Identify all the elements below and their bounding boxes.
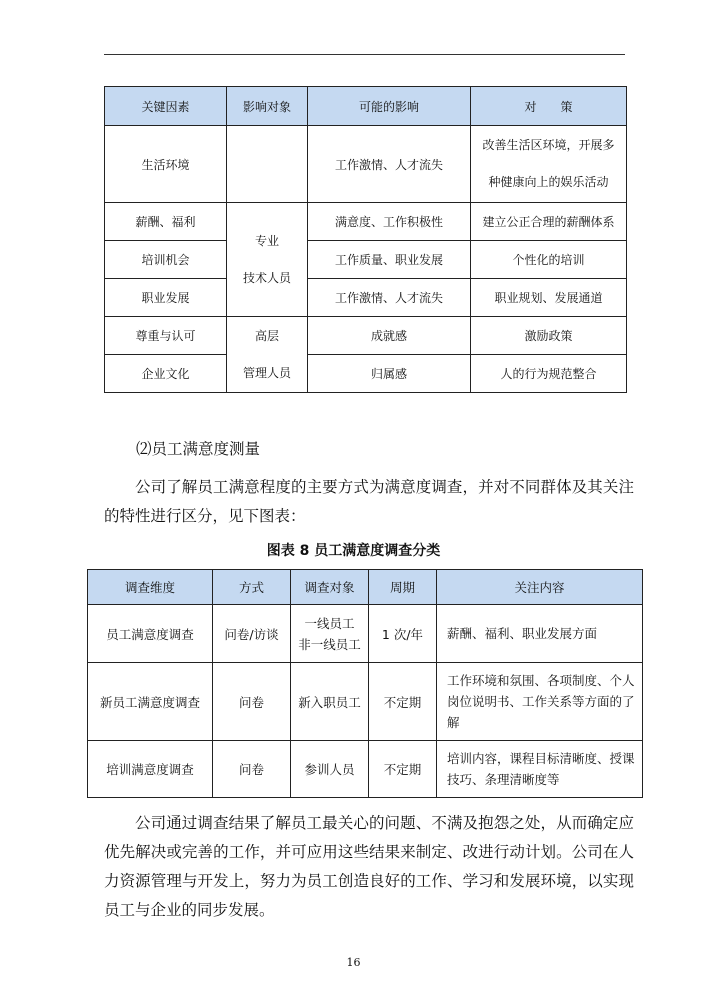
- focus-cell: 培训内容，课程目标清晰度、授课技巧、条理清晰度等: [437, 741, 643, 798]
- dimension-cell: 培训满意度调查: [88, 741, 213, 798]
- table-row: [88, 741, 643, 798]
- column-header: 调查对象: [291, 570, 369, 605]
- focus-cell: 工作环境和氛围、各项制度、个人岗位说明书、工作关系等方面的了解: [437, 663, 643, 741]
- target-line: 专业: [254, 233, 279, 248]
- method-cell: 问卷/访谈: [213, 605, 291, 663]
- factor-cell: 培训机会: [105, 241, 227, 279]
- table-header-row: [88, 570, 643, 605]
- strategy-cell: 个性化的培训: [471, 241, 627, 279]
- strategy-line: 改善生活区环境，开展多: [482, 138, 615, 152]
- strategy-line: 种健康向上的娱乐活动: [488, 175, 609, 189]
- dimension-cell: 员工满意度调查: [88, 605, 213, 663]
- survey-target-cell: [291, 605, 369, 663]
- column-header: 可能的影响: [308, 87, 471, 126]
- target-cell: [227, 126, 308, 203]
- intro-paragraph: 公司了解员工满意程度的主要方式为满意度调查，并对不同群体及其关注的特性进行区分，见下图表：: [104, 478, 634, 525]
- survey-target-line: 一线员工: [304, 615, 355, 631]
- target-line: 高层: [254, 328, 279, 343]
- column-header: 调查维度: [88, 570, 213, 605]
- factor-cell: 生活环境: [105, 126, 227, 203]
- method-cell: 问卷: [213, 741, 291, 798]
- header-rule: [104, 54, 625, 55]
- target-group-professional: [227, 203, 308, 317]
- table-row: [105, 203, 627, 241]
- dimension-cell: 新员工满意度调查: [88, 663, 213, 741]
- cycle-cell: 不定期: [369, 741, 437, 798]
- table-row: [105, 317, 627, 355]
- cycle-cell: 不定期: [369, 663, 437, 741]
- satisfaction-survey-table: [87, 569, 643, 798]
- column-header: 周期: [369, 570, 437, 605]
- page-number: 16: [346, 956, 361, 969]
- column-header: 对 策: [471, 87, 627, 126]
- impact-cell: 满意度、工作积极性: [308, 203, 471, 241]
- key-factors-table: [104, 86, 627, 393]
- column-header: 关注内容: [437, 570, 643, 605]
- factor-cell: 企业文化: [105, 355, 227, 393]
- target-line: 管理人员: [242, 365, 291, 380]
- impact-cell: 工作激情、人才流失: [308, 126, 471, 203]
- strategy-cell: 激励政策: [471, 317, 627, 355]
- impact-cell: 成就感: [308, 317, 471, 355]
- strategy-cell: 建立公正合理的薪酬体系: [471, 203, 627, 241]
- table-row: [88, 663, 643, 741]
- table-row: [105, 126, 627, 203]
- impact-cell: 归属感: [308, 355, 471, 393]
- method-cell: 问卷: [213, 663, 291, 741]
- table-caption: 图表 8 员工满意度调查分类: [266, 543, 441, 559]
- survey-target-line: 非一线员工: [298, 636, 361, 652]
- factor-cell: 尊重与认可: [105, 317, 227, 355]
- factor-cell: 职业发展: [105, 279, 227, 317]
- table-row: [105, 279, 627, 317]
- section-heading: ⑵员工满意度测量: [136, 440, 261, 458]
- column-header: 方式: [213, 570, 291, 605]
- target-line: 技术人员: [242, 270, 291, 285]
- impact-cell: 工作质量、职业发展: [308, 241, 471, 279]
- table-header-row: [105, 87, 627, 126]
- survey-target-cell: 新入职员工: [291, 663, 369, 741]
- factor-cell: 薪酬、福利: [105, 203, 227, 241]
- target-group-management: [227, 317, 308, 393]
- focus-cell: 薪酬、福利、职业发展方面: [437, 605, 643, 663]
- column-header: 关键因素: [105, 87, 227, 126]
- survey-target-cell: 参训人员: [291, 741, 369, 798]
- table-row: [105, 355, 627, 393]
- strategy-cell: 人的行为规范整合: [471, 355, 627, 393]
- impact-cell: 工作激情、人才流失: [308, 279, 471, 317]
- closing-paragraph: 公司通过调查结果了解员工最关心的问题、不满及抱怨之处，从而确定应优先解决或完善的工作，并可应用这些结果来制定、改进行动计划。公司在人力资源管理与开发上，努力为员工创造良好的工作、学习和发展环境，以实现员工与企业的同步发展。: [104, 814, 634, 919]
- column-header: 影响对象: [227, 87, 308, 126]
- table-row: [88, 605, 643, 663]
- strategy-cell: [471, 126, 627, 203]
- cycle-cell: 1 次/年: [369, 605, 437, 663]
- table-row: [105, 241, 627, 279]
- strategy-cell: 职业规划、发展通道: [471, 279, 627, 317]
